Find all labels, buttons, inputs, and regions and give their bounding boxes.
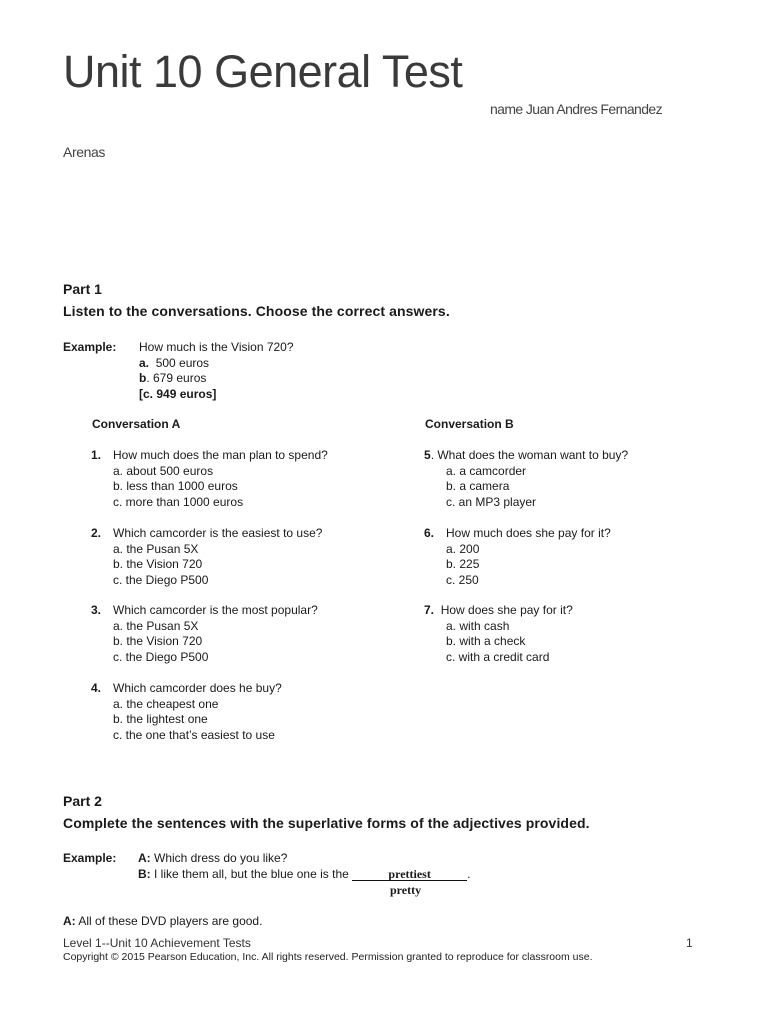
example-question: How much is the Vision 720? [139, 340, 294, 354]
conversation-a-title: Conversation A [92, 417, 181, 431]
question-3-option-a: a. the Pusan 5X [113, 618, 199, 633]
question-1-option-b: b. less than 1000 euros [113, 479, 238, 494]
question-1-option-c: c. more than 1000 euros [113, 494, 244, 509]
part1-example-label: Example: [63, 340, 117, 354]
question-7-option-a: a. with cash [446, 618, 510, 633]
question-1: 1. How much does the man plan to spend? a. about 500 euros b. less than 1000 euros c. more than 1000 euros [91, 448, 328, 509]
student-name-continued: Arenas [63, 144, 105, 160]
question-2: 2. Which camcorder is the easiest to use? a. the Pusan 5X b. the Vision 720 c. the Diego P500 [91, 526, 323, 587]
part1-heading: Part 1 [63, 281, 102, 297]
example-answer-blank: prettiest [352, 868, 467, 881]
conversation-b-title: Conversation B [425, 417, 514, 431]
question-2-option-c: c. the Diego P500 [113, 572, 209, 587]
question-4-option-c: c. the one that’s easiest to use [113, 727, 275, 742]
question-7-option-c: c. with a credit card [446, 649, 550, 664]
copyright-notice: Copyright © 2015 Pearson Education, Inc. All rights reserved. Permission granted to reproduce for classroom use. [63, 951, 593, 963]
question-3-option-c: c. the Diego P500 [113, 649, 209, 664]
part2-heading: Part 2 [63, 793, 102, 809]
example-option-a: a. 500 euros [139, 355, 210, 370]
question-4: 4. Which camcorder does he buy? a. the cheapest one b. the lightest one c. the one that’s easiest to use [91, 681, 282, 742]
question-6: 6. How much does she pay for it? a. 200 b. 225 c. 250 [424, 526, 611, 587]
question-2-option-b: b. the Vision 720 [113, 557, 203, 572]
part1-instruction: Listen to the conversations. Choose the correct answers. [63, 303, 450, 319]
part2-example-line-b: B: I like them all, but the blue one is the prettiest . [138, 867, 471, 881]
part2-instruction: Complete the sentences with the superlative forms of the adjectives provided. [63, 815, 590, 831]
footer-left: Level 1--Unit 10 Achievement Tests [63, 936, 251, 950]
question-5: 5. What does the woman want to buy? a. a camcorder b. a camera c. an MP3 player [424, 448, 629, 509]
part2-example-label: Example: [63, 851, 117, 865]
question-5-option-c: c. an MP3 player [446, 494, 537, 509]
question-3: 3. Which camcorder is the most popular? a. the Pusan 5X b. the Vision 720 c. the Diego P500 [91, 603, 318, 664]
example-option-c-answer: [c. 949 euros] [139, 386, 217, 401]
question-5-option-a: a. a camcorder [446, 463, 527, 478]
part2-item-a: A: All of these DVD players are good. [63, 914, 263, 928]
question-2-option-a: a. the Pusan 5X [113, 541, 199, 556]
question-4-option-a: a. the cheapest one [113, 696, 219, 711]
page-number: 1 [686, 936, 693, 950]
part2-example-line-a: A: Which dress do you like? [138, 851, 288, 865]
question-3-option-b: b. the Vision 720 [113, 634, 203, 649]
question-7: 7. How does she pay for it? a. with cash b. with a check c. with a credit card [424, 603, 573, 664]
question-1-option-a: a. about 500 euros [113, 463, 214, 478]
question-4-option-b: b. the lightest one [113, 712, 208, 727]
example-adjective-hint: pretty [390, 883, 422, 897]
question-6-option-c: c. 250 [446, 572, 479, 587]
student-name: name Juan Andres Fernandez [490, 101, 662, 117]
question-6-option-a: a. 200 [446, 541, 480, 556]
question-7-option-b: b. with a check [446, 634, 526, 649]
page-title: Unit 10 General Test [63, 46, 463, 97]
question-6-option-b: b. 225 [446, 557, 480, 572]
part1-example [139, 340, 294, 402]
question-5-option-b: b. a camera [446, 479, 510, 494]
example-option-b: b. 679 euros [139, 371, 207, 386]
